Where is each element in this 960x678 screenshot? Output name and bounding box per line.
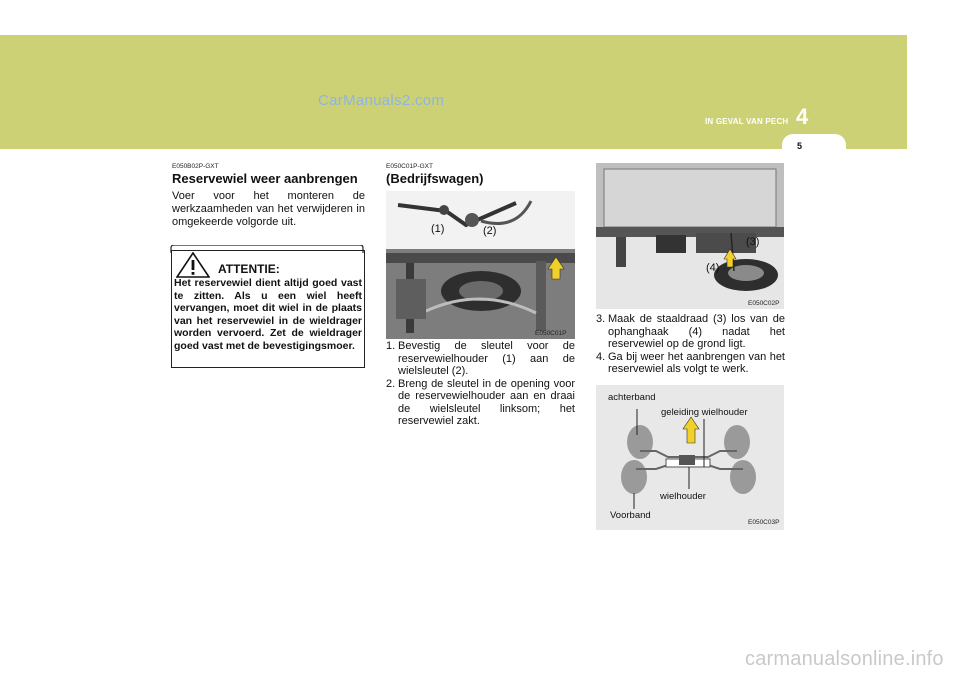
section-body: Voer voor het monteren de werkzaamheden van het verwijderen in omgekeerde volgorde uit. [172, 190, 365, 228]
image-code: E050C01P [535, 330, 567, 337]
right-steps [596, 313, 785, 376]
diagram-label-guide: geleiding wielhouder [661, 407, 748, 418]
section-code: E050B02P-GXT [172, 163, 219, 170]
section-code: E050C01P-GXT [386, 163, 433, 170]
list-item: 2. Breng de sleutel in de opening voor de reservewielhouder aan en draai de wielsleutel linksom; het reservewiel zakt. [386, 377, 575, 427]
middle-steps [386, 340, 575, 428]
image-label-3: (3) [746, 236, 760, 248]
image-label-4: (4) [706, 262, 720, 274]
list-item: 3. Maak de staaldraad (3) los van de ophanghaak (4) nadat het reservewiel op de grond ligt. [596, 313, 785, 350]
diagram-label-rear: achterband [608, 392, 656, 403]
section-title: (Bedrijfswagen) [386, 171, 484, 186]
list-item: 1. Bevestig de sleutel voor de reservewielhouder (1) aan de wielsleutel (2). [386, 340, 575, 377]
image-label-1: (1) [431, 223, 445, 235]
attention-title: ATTENTIE: [218, 262, 280, 276]
diagram-label-front: Voorband [610, 510, 651, 521]
attention-text: Het reservewiel dient altijd goed vast te zitten. Als u een wiel heeft vervangen, moet dit wiel in de plaats van het reservewiel in de wieldrager worden vervoerd. Zet de wieldrager goed vast met de bevestigingsmoer. [174, 277, 362, 352]
watermark-link[interactable]: CarManuals2.com [318, 92, 445, 109]
header-band [0, 35, 907, 149]
image-code: E050C02P [748, 300, 780, 307]
chapter-number: 4 [796, 104, 809, 129]
middle-column [386, 163, 576, 186]
section-title: Reservewiel weer aanbrengen [172, 171, 358, 186]
page-number: 5 [797, 141, 803, 151]
image-code: E050C03P [748, 519, 780, 526]
warning-icon [176, 252, 210, 278]
page-tab [782, 134, 846, 156]
left-column [172, 163, 365, 229]
list-item: 4. Ga bij weer het aanbrengen van het reservewiel als volgt te werk. [596, 350, 785, 375]
diagram-label-holder: wielhouder [660, 491, 706, 502]
chapter-title: IN GEVAL VAN PECH [705, 117, 789, 126]
footer-watermark: carmanualsonline.info [745, 648, 944, 670]
image-label-2: (2) [483, 225, 497, 237]
photo-spare-wheel-key [386, 191, 575, 339]
